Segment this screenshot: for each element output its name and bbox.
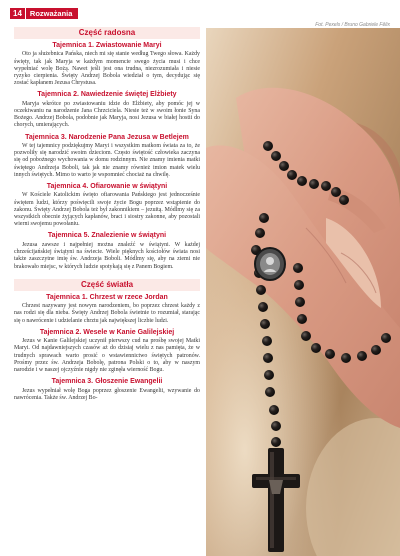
mystery-block (14, 378, 200, 402)
mystery-title: Tajemnica 1. Chrzest w rzece Jordan (46, 293, 168, 301)
mystery-block (14, 232, 200, 270)
header-tag (10, 8, 78, 19)
mystery-title: Tajemnica 2. Wesele w Kanie Galilejskiej (39, 328, 175, 336)
mystery-text: Chrzest nazywany jest nowym narodzeniem, bo poprzez chrzest każdy z nas rodzi się dla nieba. Święty Andrzej Bobola świetnie to rozumiał, starając się o nawrócenie i udzielanie chrztu jak największej liczbie ludzi. (14, 303, 200, 324)
mystery-text: Oto ja służebnica Pańska, niech mi się stanie według Twego słowa. Każdy święty, tak jak Maryja w każdym momencie swego życia musi i chce wypełniać wolę Bożą. Nawet jeśli jest ona trudna, niezrozumiała i niesie ryzyko cierpienia. Święty Andrzej Bobola wiedział o tym, decydując się zostać kapłanem Jezusa Chrystusa. (14, 51, 200, 87)
mystery-block (14, 42, 200, 87)
mystery-title: Tajemnica 3. Głoszenie Ewangelii (51, 378, 163, 386)
section-heading-swiatla: Część światła (14, 279, 200, 291)
section-heading-radosna: Część radosna (14, 27, 200, 39)
rosary-photo (206, 28, 400, 556)
mystery-text: W Kościele Katolickim święto ofiarowania Pańskiego jest jednocześnie świętem ludzi, którzy poświęcili swoje życie Bogu poprzez wstąpienie do zakonu. Święty Andrzej Bobola też był zakonnikiem – jezuitą. Módlmy się za wszystkich obecnie żyjących kapłanów, braci i siostry zakonne, aby pozostali wierni swojemu powołaniu. (14, 192, 200, 228)
article-text-column (14, 27, 200, 406)
mystery-title: Tajemnica 4. Ofiarowanie w świątyni (46, 183, 168, 191)
mystery-block (14, 91, 200, 129)
rosary-medallion (255, 248, 285, 280)
mystery-text: Jezusa zawsze i najpełniej można znaleźć w świątyni. W każdej chrześcijańskiej świątyni na świecie. Wiele pięknych kościołów świata nosi także zaszczytne imię św. Andrzeja Boboli. Módlmy się, aby na ziemi nie brakowało miejsc, w których ludzie spotykają się z Panem Bogiem. (14, 241, 200, 270)
mystery-text: Jezus wypełniał wolę Boga poprzez głoszenie Ewangelii, wzywanie do nawrócenia. Także św. Andrzej Bo- (14, 387, 200, 401)
mystery-block (14, 183, 200, 228)
mystery-text: W tej tajemnicy podziękujmy Maryi i wszystkim matkom świata za to, że pozwoliły się narodzić swoim dzieciom. Często świętość człowieka zaczyna się od pobożnego wychowania w domu rodzinnym. Nie znamy imienia matki świętego Andrzeja Boboli, tak jak nie znamy również imion matek wielu innych świętych. Mimo to warto je wspomnieć chociaż na chwilę. (14, 143, 200, 178)
mystery-title: Tajemnica 1. Zwiastowanie Maryi (52, 42, 162, 49)
page-number: 14 (10, 8, 25, 19)
mystery-title: Tajemnica 2. Nawiedzenie świętej Elżbiety (37, 91, 177, 99)
mystery-block (14, 294, 200, 325)
mystery-title: Tajemnica 5. Znalezienie w świątyni (47, 232, 167, 240)
page-header (0, 0, 400, 22)
mystery-title: Tajemnica 3. Narodzenie Pana Jezusa w Betlejem (25, 133, 189, 141)
mystery-text: Maryja wkrótce po zwiastowaniu idzie do Elżbiety, aby pomóc jej w oczekiwaniu na narodzenie Jana Chrzciciela. Niesie też w swoim łonie Syna Bożego. Andrzej Bobola, podobnie jak Maryja, nosi Jezusa w białej hostii do chorych, umierających. (14, 100, 200, 129)
mystery-block (14, 329, 200, 374)
rosary-illustration (206, 28, 400, 556)
section-label: Rozważania (26, 8, 79, 19)
photo-credit: Fot. Pexels / Bruno Gabriele Fêlix (315, 22, 390, 28)
mystery-text: Jezus w Kanie Galilejskiej uczynił pierwszy cud na prośbę swojej Matki Maryi. Od najdawniejszych czasów aż do dzisiaj wielu z nas pamięta, że w trudnych sprawach warto prosić o wstawiennictwo świętych patronów. Prośmy przez św. Andrzeja Bobolę, patrona Polski o to, aby w naszym narodzie i w naszej ojczyźnie nigdy nie zginęła wierność Bogu. (14, 338, 200, 373)
mystery-block (14, 134, 200, 179)
